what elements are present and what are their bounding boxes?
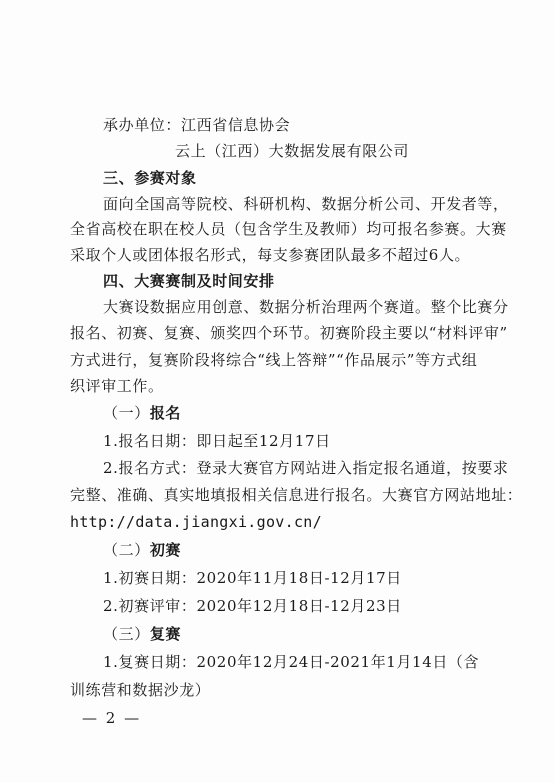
subheading-signup xyxy=(103,403,181,423)
subheading-title: 复赛 xyxy=(149,625,182,643)
organizer-label: 承办单位： xyxy=(103,116,182,134)
paragraph-line: 大赛设数据应用创意、数据分析治理两个赛道。整个比赛分 xyxy=(103,298,509,316)
page-number: — 2 — xyxy=(82,709,142,727)
section-heading-schedule: 四、大赛赛制及时间安排 xyxy=(103,272,275,290)
prelim-date: 1.初赛日期：2020年11月18日-12月17日 xyxy=(103,569,402,587)
paragraph-line: 方式进行，复赛阶段将综合“线上答辩”“作品展示”等方式组 xyxy=(70,351,478,369)
paragraph-line: 1.复赛日期：2020年12月24日-2021年1月14日（含 xyxy=(103,653,480,671)
paragraph-line: 织评审工作。 xyxy=(70,377,164,395)
paragraph-line: 完整、准确、真实地填报相关信息进行报名。大赛官方网站地址： xyxy=(70,486,523,504)
organizer-line-1 xyxy=(103,115,290,135)
subheading-title: 报名 xyxy=(149,404,182,422)
organizer-name-1: 江西省信息协会 xyxy=(181,116,291,134)
organizer-name-2: 云上（江西）大数据发展有限公司 xyxy=(175,142,410,160)
subheading-prefix: （二） xyxy=(103,541,150,559)
subheading-prelim xyxy=(103,540,181,560)
paragraph-line: 全省高校在职在校人员（包含学生及教师）均可报名参赛。大赛 xyxy=(70,220,507,238)
paragraph-line: 采取个人或团体报名形式，每支参赛团队最多不超过6人。 xyxy=(70,246,471,264)
paragraph-line: 训练营和数据沙龙） xyxy=(70,681,211,699)
subheading-rematch xyxy=(103,624,181,644)
paragraph-line: 报名、初赛、复赛、颁奖四个环节。初赛阶段主要以“材料评审” xyxy=(70,324,508,342)
paragraph-line: 2.报名方式：登录大赛官方网站进入指定报名通道，按要求 xyxy=(103,459,509,477)
subheading-prefix: （一） xyxy=(103,404,150,422)
paragraph-line: 面向全国高等院校、科研机构、数据分析公司、开发者等， xyxy=(103,195,509,213)
prelim-review: 2.初赛评审：2020年12月18日-12月23日 xyxy=(103,597,402,615)
section-heading-participants: 三、参赛对象 xyxy=(103,169,197,187)
official-website-url: http://data.jiangxi.gov.cn/ xyxy=(70,513,322,531)
signup-date: 1.报名日期：即日起至12月17日 xyxy=(103,432,331,450)
subheading-title: 初赛 xyxy=(149,541,182,559)
subheading-prefix: （三） xyxy=(103,625,150,643)
